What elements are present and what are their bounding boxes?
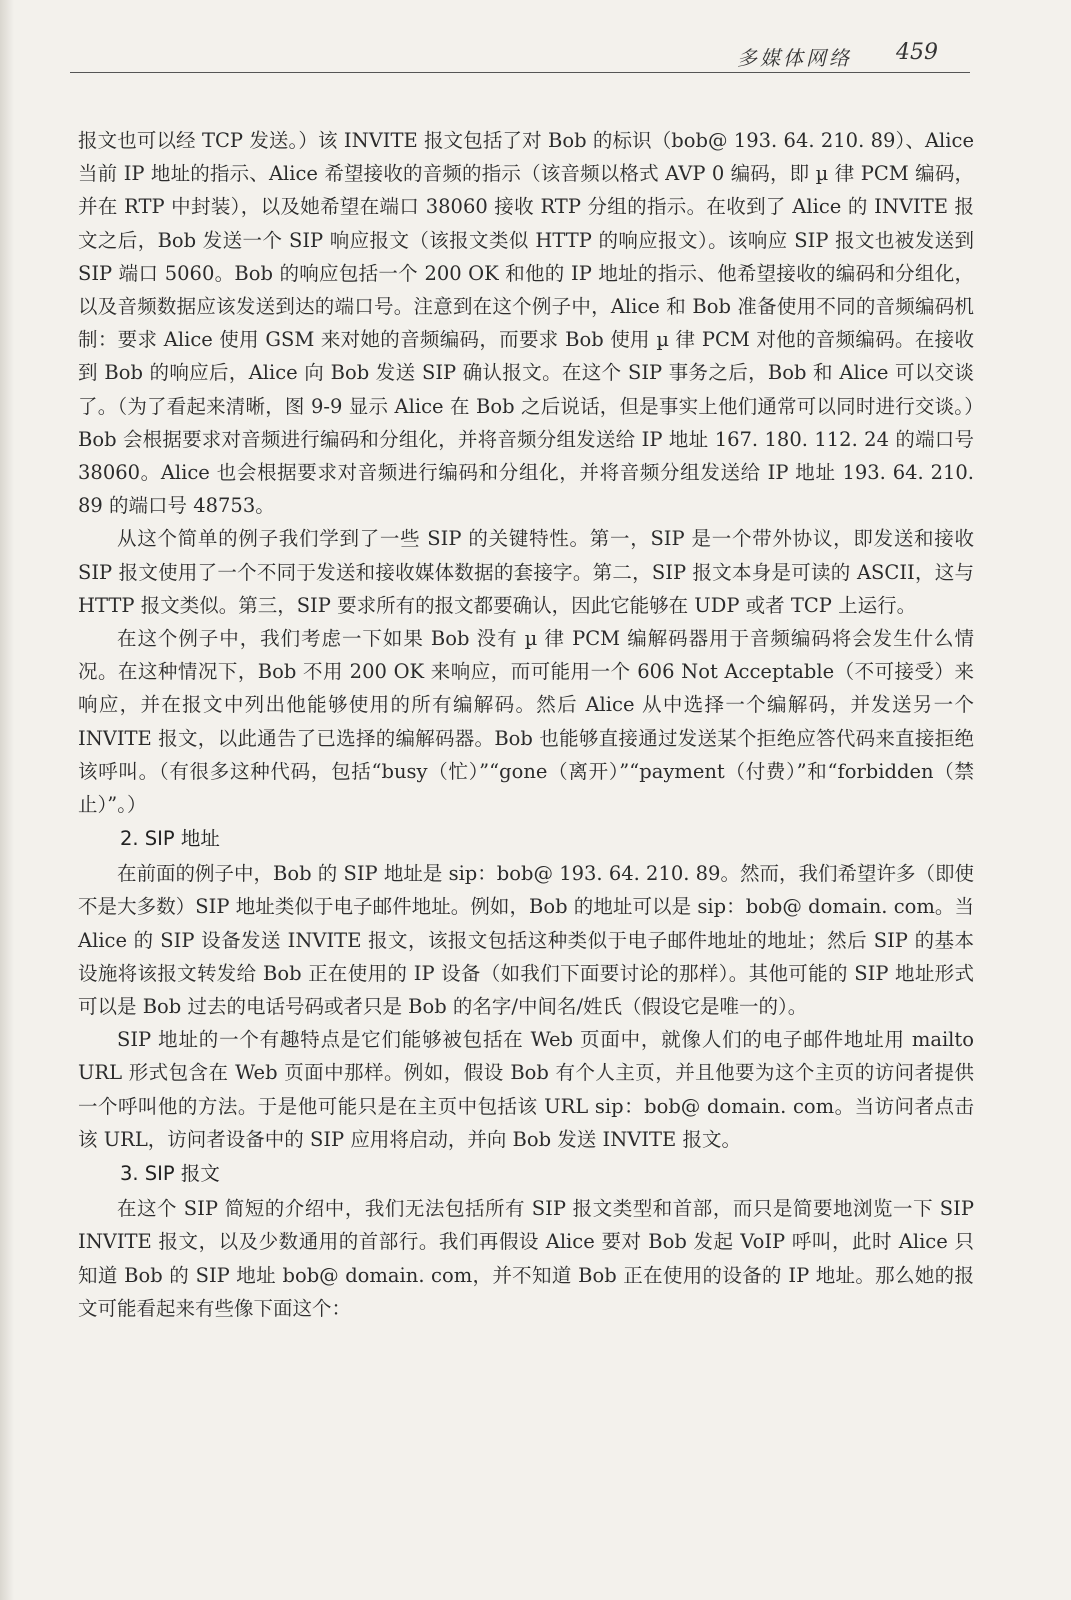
paragraph-codec-negotiation: 在这个例子中，我们考虑一下如果 Bob 没有 µ 律 PCM 编解码器用于音频编码将会发生什么情况。在这种情况下，Bob 不用 200 OK 来响应，而可能用一个 606 Not Acceptable（不可接受）来响应，并在报文中列出他能够使用的所有编解码。然后 Alice 从中选择一个编解码，并发送另一个 INVITE 报文，以此通告了已选择的编解码器。Bob 也能够直接通过发送某个拒绝应答代码来直接拒绝该呼叫。（有很多这种代码，包括“busy（忙）”“gone（离开）”“payment（付费）”和“forbidden（禁止）”。） — [78, 627, 974, 817]
paragraph-sip-features: 从这个简单的例子我们学到了一些 SIP 的关键特性。第一，SIP 是一个带外协议，即发送和接收 SIP 报文使用了一个不同于发送和接收媒体数据的套接字。第二，SIP 报文本身是可读的 ASCII，这与 HTTP 报文类似。第三，SIP 要求所有的报文都要确认，因此它能够在 UDP 或者 TCP 上运行。 — [78, 527, 974, 617]
section-heading-sip-message: 3. SIP 报文 — [120, 1162, 220, 1186]
paragraph-sip-address: 在前面的例子中，Bob 的 SIP 地址是 sip：bob@ 193. 64. 210. 89。然而，我们希望许多（即使不是大多数）SIP 地址类似于电子邮件地址。例如，Bob 的地址可以是 sip：bob@ domain. com。当 Alice 的 SIP 设备发送 INVITE 报文，该报文包括这种类似于电子邮件地址的地址；然后 SIP 的基本设施将该报文转发给 Bob 正在使用的 IP 设备（如我们下面要讨论的那样）。其他可能的 SIP 地址形式可以是 Bob 过去的电话号码或者只是 Bob 的名字/中间名/姓氏（假设它是唯一的）。 — [78, 862, 974, 1019]
section-heading-sip-address: 2. SIP 地址 — [120, 827, 220, 851]
paragraph-continued: 报文也可以经 TCP 发送。）该 INVITE 报文包括了对 Bob 的标识（bob@ 193. 64. 210. 89）、Alice 当前 IP 地址的指示、Alice 希望接收的音频的指示（该音频以格式 AVP 0 编码，即 µ 律 PCM 编码，并在 RTP 中封装），以及她希望在端口 38060 接收 RTP 分组的指示。在收到了 Alice 的 INVITE 报文之后，Bob 发送一个 SIP 响应报文（该报文类似 HTTP 的响应报文）。该响应 SIP 报文也被发送到 SIP 端口 5060。Bob 的响应包括一个 200 OK 和他的 IP 地址的指示、他希望接收的编码和分组化，以及音频数据应该发送到达的端口号。注意到在这个例子中，Alice 和 Bob 准备使用不同的音频编码机制：要求 Alice 使用 GSM 来对她的音频编码，而要求 Bob 使用 µ 律 PCM 对他的音频编码。在接收到 Bob 的响应后，Alice 向 Bob 发送 SIP 确认报文。在这个 SIP 事务之后，Bob 和 Alice 可以交谈了。（为了看起来清晰，图 9-9 显示 Alice 在 Bob 之后说话，但是事实上他们通常可以同时进行交谈。）Bob 会根据要求对音频进行编码和分组化，并将音频分组发送给 IP 地址 167. 180. 112. 24 的端口号 38060。Alice 也会根据要求对音频进行编码和分组化，并将音频分组发送给 IP 地址 193. 64. 210. 89 的端口号 48753。 — [78, 129, 975, 518]
page-body — [78, 124, 974, 1325]
running-header — [70, 38, 970, 73]
paragraph-sip-web: SIP 地址的一个有趣特点是它们能够被包括在 Web 页面中，就像人们的电子邮件地址用 mailto URL 形式包含在 Web 页面中那样。例如，假设 Bob 有个人主页，并且他要为这个主页的访问者提供一个呼叫他的方法。于是他可能只是在主页中包括该 URL sip：bob@ domain. com。当访问者点击该 URL，访问者设备中的 SIP 应用将启动，并向 Bob 发送 INVITE 报文。 — [78, 1028, 974, 1151]
page-number: 459 — [896, 40, 938, 65]
page-edge-shadow — [0, 0, 14, 1600]
chapter-title: 多媒体网络 — [737, 46, 852, 70]
paragraph-sip-message: 在这个 SIP 简短的介绍中，我们无法包括所有 SIP 报文类型和首部，而只是简要地浏览一下 SIP INVITE 报文，以及少数通用的首部行。我们再假设 Alice 要对 Bob 发起 VoIP 呼叫，此时 Alice 只知道 Bob 的 SIP 地址 bob@ domain. com，并不知道 Bob 正在使用的设备的 IP 地址。那么她的报文可能看起来有些像下面这个： — [78, 1197, 974, 1320]
